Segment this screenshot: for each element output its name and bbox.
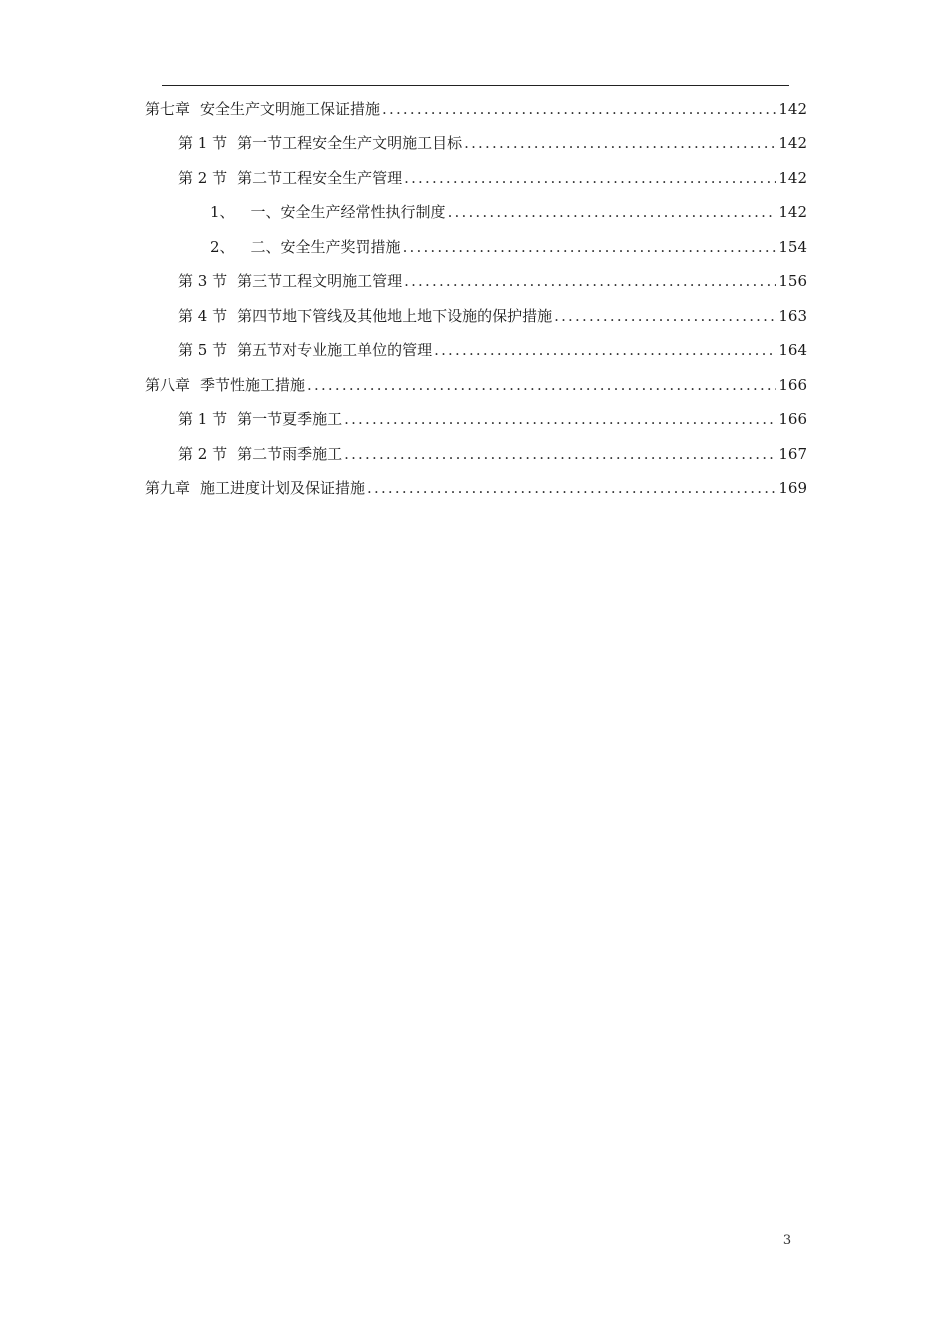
toc-entry-number: 第九章 — [145, 479, 191, 497]
toc-entry-section-7-4[interactable] — [178, 301, 807, 331]
toc-entry-section-7-2[interactable] — [178, 163, 807, 193]
dot-leader — [404, 163, 776, 193]
toc-entry-number: 第 2 节 — [178, 169, 228, 187]
toc-entry-number: 第 5 节 — [178, 341, 228, 359]
toc-entry-title: 一、安全生产经常性执行制度 — [250, 203, 446, 221]
toc-entry-subsection-7-2-1[interactable] — [210, 197, 807, 227]
toc-entry-number: 第 2 节 — [178, 445, 228, 463]
dot-leader — [404, 266, 776, 296]
toc-entry-page: 142 — [778, 134, 807, 152]
dot-leader — [344, 439, 776, 469]
toc-entry-number: 第 1 节 — [178, 134, 228, 152]
toc-entry-number: 2、 — [210, 238, 235, 256]
toc-entry-section-7-1[interactable] — [178, 128, 807, 158]
dot-leader — [382, 94, 776, 124]
toc-entry-title: 第四节地下管线及其他地上地下设施的保护措施 — [237, 307, 553, 325]
toc-entry-section-8-2[interactable] — [178, 439, 807, 469]
toc-entry-page: 154 — [778, 238, 807, 256]
toc-entry-page: 142 — [778, 203, 807, 221]
toc-entry-number: 第八章 — [145, 376, 191, 394]
dot-leader — [367, 473, 776, 503]
toc-entry-page: 164 — [778, 341, 807, 359]
toc-entry-page: 163 — [778, 307, 807, 325]
dot-leader — [554, 301, 776, 331]
toc-entry-page: 156 — [778, 272, 807, 290]
toc-entry-number: 第 3 节 — [178, 272, 228, 290]
toc-entry-number: 1、 — [210, 203, 235, 221]
toc-entry-section-7-5[interactable] — [178, 335, 807, 365]
dot-leader — [434, 335, 776, 365]
toc-entry-title: 第一节夏季施工 — [237, 410, 343, 428]
toc-entry-subsection-7-2-2[interactable] — [210, 232, 807, 262]
toc-entry-page: 166 — [778, 410, 807, 428]
dot-leader — [448, 197, 777, 227]
toc-entry-chapter-8[interactable] — [145, 370, 807, 400]
toc-entry-number: 第七章 — [145, 100, 191, 118]
toc-entry-title: 二、安全生产奖罚措施 — [250, 238, 401, 256]
toc-entry-title: 安全生产文明施工保证措施 — [200, 100, 381, 118]
toc-entry-title: 施工进度计划及保证措施 — [200, 479, 366, 497]
toc-entry-title: 第二节工程安全生产管理 — [237, 169, 403, 187]
toc-entry-page: 167 — [778, 445, 807, 463]
toc-entry-number: 第 1 节 — [178, 410, 228, 428]
toc-entry-number: 第 4 节 — [178, 307, 228, 325]
dot-leader — [464, 128, 776, 158]
toc-entry-title: 第三节工程文明施工管理 — [237, 272, 403, 290]
toc-entry-title: 第一节工程安全生产文明施工目标 — [237, 134, 463, 152]
dot-leader — [307, 370, 776, 400]
header-rule — [162, 85, 789, 86]
toc-entry-page: 169 — [778, 479, 807, 497]
toc-entry-section-8-1[interactable] — [178, 404, 807, 434]
toc-entry-chapter-7[interactable] — [145, 94, 807, 124]
toc-entry-page: 142 — [778, 169, 807, 187]
toc-entry-section-7-3[interactable] — [178, 266, 807, 296]
toc-entry-page: 166 — [778, 376, 807, 394]
toc-entry-title: 第五节对专业施工单位的管理 — [237, 341, 433, 359]
toc-entry-title: 第二节雨季施工 — [237, 445, 343, 463]
toc-entry-chapter-9[interactable] — [145, 473, 807, 503]
page-number: 3 — [782, 1233, 792, 1248]
dot-leader — [403, 232, 777, 262]
toc-entry-page: 142 — [778, 100, 807, 118]
dot-leader — [344, 404, 776, 434]
toc-entry-title: 季节性施工措施 — [200, 376, 306, 394]
